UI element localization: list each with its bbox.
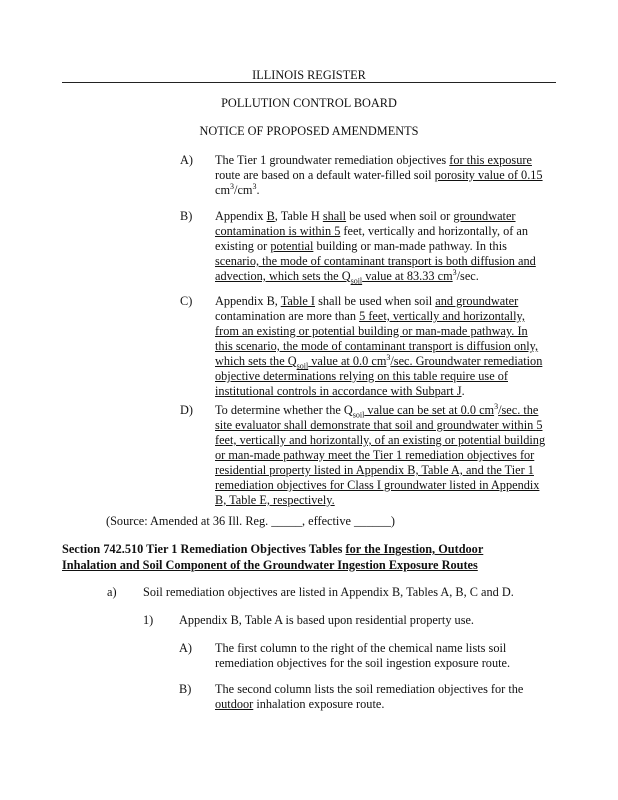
item-line: [215, 418, 543, 432]
section-heading-line2: Inhalation and Soil Component of the Groundwater Ingestion Exposure Routes: [62, 558, 478, 572]
subsection-a-text: Soil remediation objectives are listed in Appendix B, Tables A, B, C and D.: [143, 585, 514, 599]
item-line: [215, 153, 532, 167]
section-heading-line1: [62, 542, 483, 556]
text-run: contamination is within 5: [215, 224, 341, 238]
text-run: /sec. the: [498, 403, 539, 417]
text-run: this scenario, the mode of contaminant transport is diffusion only,: [215, 339, 539, 353]
text-run: building or man-made pathway. In this: [313, 239, 507, 253]
item-line: [215, 448, 534, 462]
text-run: objective determinations relying on this table require use of: [215, 369, 508, 383]
text-run: soil: [352, 410, 365, 420]
text-run: B, Table E, respectively.: [215, 493, 335, 507]
item-line: [215, 369, 508, 383]
text-run: 3: [452, 267, 457, 277]
text-run: residential property listed in Appendix B, Table A, and the Tier 1: [215, 463, 534, 477]
item-line: [215, 183, 260, 197]
text-run: or man-made pathway meet the Tier 1 remediation objectives for: [215, 448, 535, 462]
text-run: existing or: [215, 239, 271, 253]
text-run: /sec.: [456, 269, 479, 283]
subsection-1B-line1: The second column lists the soil remediation objectives for the: [215, 682, 524, 696]
text-run: , Table H: [274, 209, 323, 223]
item-line: [215, 254, 536, 268]
text-run: which sets the Q: [215, 354, 297, 368]
text-run: groundwater: [453, 209, 516, 223]
item-line: [215, 463, 534, 477]
text-run: feet, vertically and horizontally, of an: [340, 224, 529, 238]
text-run: 5 feet, vertically and horizontally,: [359, 309, 525, 323]
text-run: contamination are more than: [215, 309, 360, 323]
section-heading-plain: Section 742.510 Tier 1 Remediation Objectives Tables: [62, 542, 346, 556]
text-run: for this exposure: [449, 153, 532, 167]
text-run: potential: [270, 239, 314, 253]
item-line: [215, 384, 465, 398]
subsection-1B-line2-rest: inhalation exposure route.: [253, 697, 385, 711]
text-run: value at 0.0 cm: [308, 354, 387, 368]
text-run: Appendix B,: [215, 294, 281, 308]
text-run: The Tier 1 groundwater remediation objectives: [215, 153, 450, 167]
item-line: [215, 209, 516, 223]
item-label: A): [180, 153, 193, 167]
item-label: C): [180, 294, 193, 308]
item-line: [215, 339, 538, 353]
text-run: cm: [215, 183, 231, 197]
text-run: be used when soil or: [346, 209, 454, 223]
text-run: Appendix: [215, 209, 267, 223]
subsection-1A-label: A): [179, 641, 192, 655]
text-run: /sec. Groundwater remediation: [390, 354, 543, 368]
text-run: from an existing or potential building or man-made pathway. In: [215, 324, 528, 338]
item-line: [215, 309, 525, 323]
text-run: route are based on a default water-filled soil: [215, 168, 435, 182]
text-run: .: [461, 384, 465, 398]
text-run: soil: [350, 276, 363, 286]
item-line: [215, 493, 335, 507]
text-run: shall be used when soil: [315, 294, 436, 308]
board-title: POLLUTION CONTROL BOARD: [221, 96, 397, 110]
text-run: remediation objectives for Class I groundwater listed in Appendix: [215, 478, 540, 492]
item-line: [215, 401, 539, 420]
subsection-1-label: 1): [143, 613, 154, 627]
item-line: [215, 294, 518, 308]
item-line: [215, 324, 528, 338]
text-run: /cm: [234, 183, 253, 197]
text-run: feet, vertically and horizontally, of an existing or potential building: [215, 433, 546, 447]
item-label: D): [180, 403, 193, 417]
text-run: porosity value of 0.15: [434, 168, 543, 182]
item-line: [215, 352, 543, 371]
item-label: B): [180, 209, 193, 223]
text-run: 3: [252, 181, 257, 191]
subsection-a-label: a): [107, 585, 117, 599]
header-rule: [62, 82, 556, 83]
text-run: Table I: [280, 294, 316, 308]
text-run: scenario, the mode of contaminant transport is both diffusion and: [215, 254, 536, 268]
text-run: institutional controls in accordance with Subpart J: [215, 384, 462, 398]
source-note: (Source: Amended at 36 Ill. Reg. _____, effective ______): [106, 514, 396, 528]
item-line: [215, 478, 539, 492]
section-heading-underlined: for the Ingestion, Outdoor: [345, 542, 484, 556]
text-run: To determine whether the Q: [215, 403, 353, 417]
text-run: soil: [296, 361, 309, 371]
item-line: [215, 239, 507, 253]
text-run: B: [266, 209, 275, 223]
subsection-1A-line2: remediation objectives for the soil ingestion exposure route.: [215, 656, 511, 670]
text-run: and groundwater: [435, 294, 519, 308]
subsection-1B-label: B): [179, 682, 192, 696]
register-title: ILLINOIS REGISTER: [252, 68, 366, 82]
text-run: 3: [386, 352, 391, 362]
text-run: 3: [494, 401, 499, 411]
item-line: [215, 267, 479, 286]
notice-title: NOTICE OF PROPOSED AMENDMENTS: [199, 124, 419, 138]
text-run: value can be set at 0.0 cm: [364, 403, 495, 417]
subsection-1B-line2: [215, 697, 384, 711]
text-run: 3: [230, 181, 235, 191]
text-run: shall: [322, 209, 347, 223]
text-run: .: [256, 183, 260, 197]
text-run: value at 83.33 cm: [362, 269, 453, 283]
item-line: [215, 168, 543, 182]
item-line: [215, 224, 528, 238]
outdoor-underlined: outdoor: [215, 697, 254, 711]
subsection-1-text: Appendix B, Table A is based upon residential property use.: [179, 613, 475, 627]
subsection-1A-line1: The first column to the right of the chemical name lists soil: [215, 641, 507, 655]
item-line: [215, 433, 545, 447]
text-run: site evaluator shall demonstrate that soil and groundwater within 5: [215, 418, 543, 432]
text-run: advection, which sets the Q: [215, 269, 351, 283]
